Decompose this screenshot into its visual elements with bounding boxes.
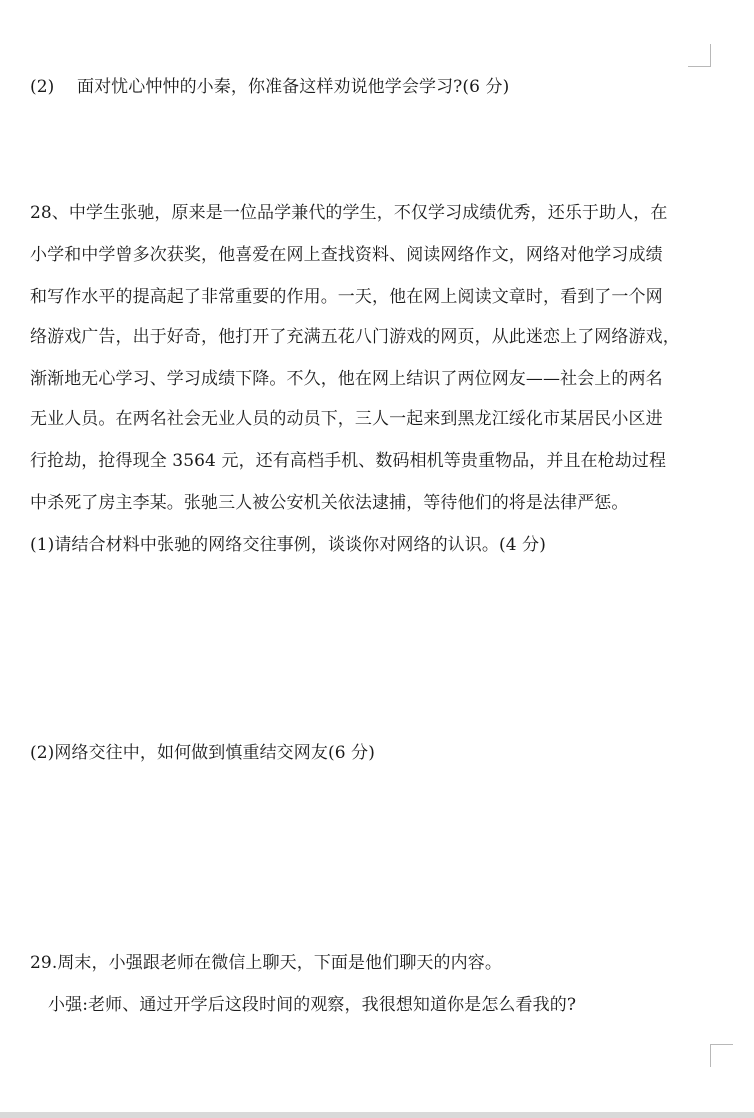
q28-paragraph-line-7: 行抢劫，抢得现全 3564 元，还有高档手机、数码相机等贵重物品，并且在枪劫过程 <box>30 451 667 471</box>
q28-part2-question: (2)网络交往中，如何做到慎重结交网友(6 分) <box>30 743 375 763</box>
page-bottom-edge <box>0 1112 754 1118</box>
q29-intro: 29.周末，小强跟老师在微信上聊天，下面是他们聊天的内容。 <box>30 953 502 973</box>
q29-dialogue-line-1: 小强:老师、通过开学后这段时间的观察，我很想知道你是怎么看我的? <box>48 995 577 1015</box>
crop-mark-top-right <box>688 44 711 67</box>
q27-part2-question: (2) 面对忧心忡忡的小秦，你准备这样劝说他学会学习?(6 分) <box>30 77 510 97</box>
q28-paragraph-line-1: 28、中学生张驰，原来是一位品学兼代的学生，不仅学习成绩优秀，还乐于助人，在 <box>30 203 668 223</box>
q28-paragraph-line-4: 络游戏广告，出于好奇，他打开了充满五花八门游戏的网页，从此迷恋上了网络游戏， <box>30 327 680 347</box>
crop-mark-bottom-right <box>710 1044 733 1067</box>
q28-paragraph-line-2: 小学和中学曾多次获奖，他喜爱在网上查找资料、阅读网络作文，网络对他学习成绩 <box>30 245 663 265</box>
q28-paragraph-line-3: 和写作水平的提高起了非常重要的作用。一天，他在网上阅读文章时，看到了一个网 <box>30 287 663 307</box>
q28-part1-question: (1)请结合材料中张驰的网络交往事例，谈谈你对网络的认识。(4 分) <box>30 535 546 555</box>
q28-paragraph-line-5: 渐渐地无心学习、学习成绩下降。不久，他在网上结识了两位网友——社会上的两名 <box>30 369 663 389</box>
q28-paragraph-line-6: 无业人员。在两名社会无业人员的动员下，三人一起来到黑龙江绥化市某居民小区进 <box>30 409 663 429</box>
q28-paragraph-line-8: 中杀死了房主李某。张驰三人被公安机关依法逮捕，等待他们的将是法律严惩。 <box>30 493 629 513</box>
